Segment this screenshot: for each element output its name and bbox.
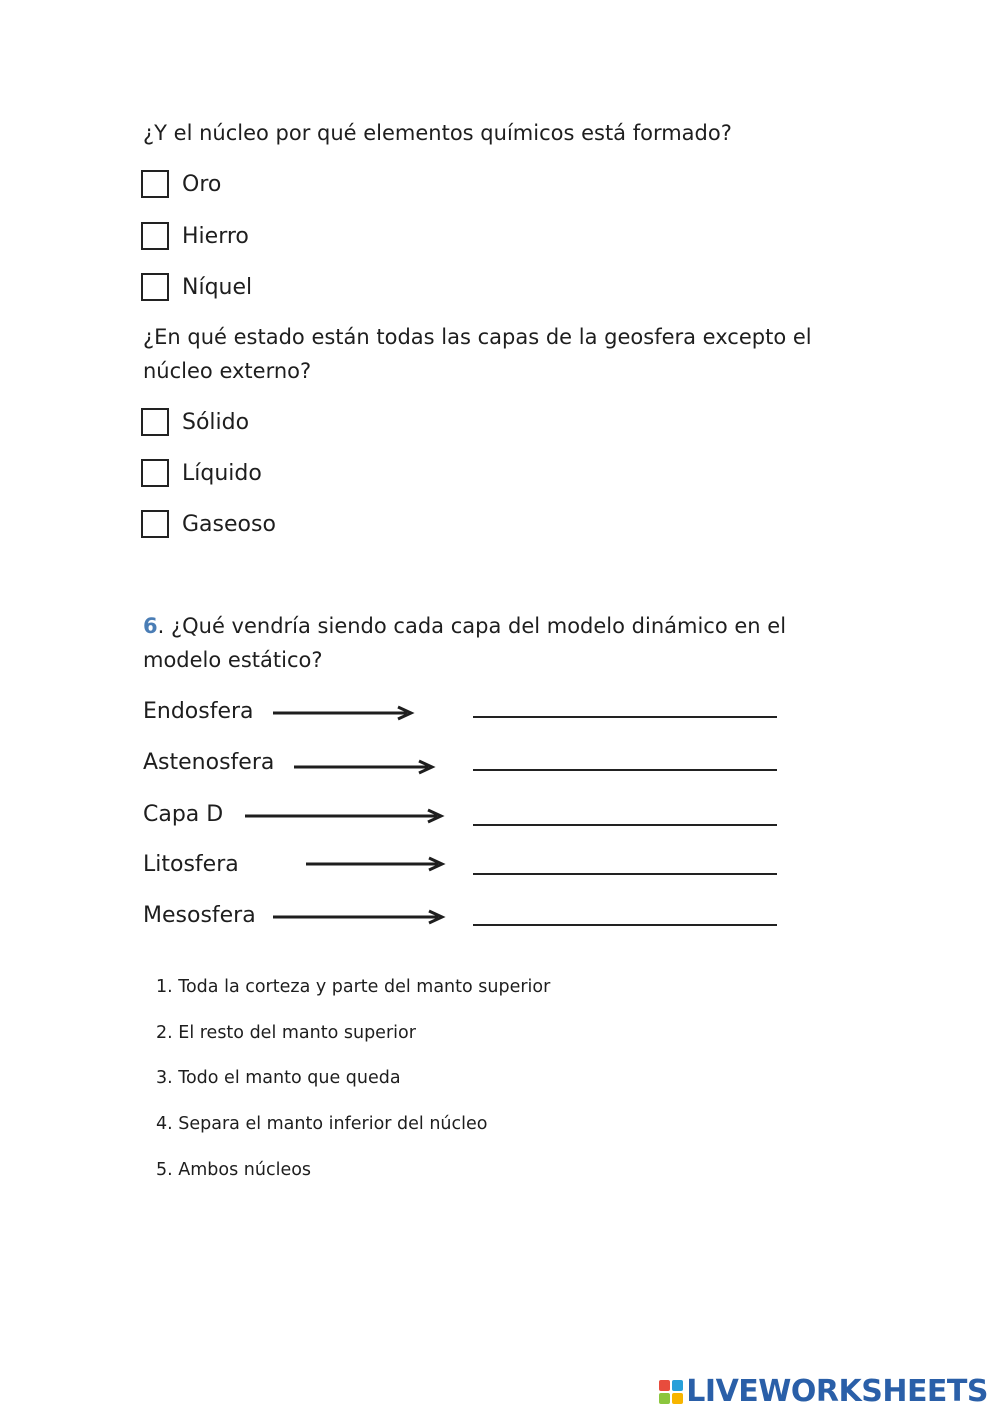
layer-label-litosfera: Litosfera (143, 852, 239, 877)
checkbox-liquido[interactable] (141, 459, 169, 487)
option-label: Gaseoso (182, 511, 276, 537)
option-label: Oro (182, 171, 222, 197)
layer-label-capa-d: Capa D (143, 802, 224, 827)
layer-label-endosfera: Endosfera (143, 699, 254, 724)
arrow-right-icon (293, 758, 438, 776)
option-oro[interactable] (141, 168, 221, 200)
option-label: Sólido (182, 409, 250, 435)
definition-item: 1. Toda la corteza y parte del manto superior (156, 977, 551, 997)
option-liquido[interactable] (141, 457, 262, 489)
question-line: ¿En qué estado están todas las capas de la geosfera excepto el (143, 325, 812, 349)
answer-line-astenosfera[interactable] (473, 769, 777, 771)
option-label: Líquido (182, 460, 262, 486)
liveworksheets-logo (659, 1374, 988, 1409)
question-6 (143, 609, 786, 677)
checkbox-hierro[interactable] (141, 222, 169, 250)
question-line: modelo estático? (143, 648, 323, 672)
definition-item: 5. Ambos núcleos (156, 1160, 312, 1180)
checkbox-gaseoso[interactable] (141, 510, 169, 538)
option-label: Hierro (182, 223, 249, 249)
answer-line-capa-d[interactable] (473, 824, 777, 826)
question-line (143, 609, 786, 643)
arrow-right-icon (272, 908, 448, 926)
option-niquel[interactable] (141, 271, 252, 303)
question-layer-state (143, 320, 812, 388)
definition-item: 3. Todo el manto que queda (156, 1068, 401, 1088)
option-hierro[interactable] (141, 220, 249, 252)
logo-grid-icon (659, 1380, 683, 1404)
layer-label-astenosfera: Astenosfera (143, 750, 275, 775)
question-text: . ¿Qué vendría siendo cada capa del modelo dinámico en el (157, 614, 787, 638)
option-label: Níquel (182, 274, 253, 300)
arrow-right-icon (272, 704, 417, 722)
arrow-right-icon (305, 855, 448, 873)
question-line: núcleo externo? (143, 359, 312, 383)
answer-line-litosfera[interactable] (473, 873, 777, 875)
logo-text: LIVEWORKSHEETS (686, 1374, 988, 1409)
checkbox-solido[interactable] (141, 408, 169, 436)
checkbox-oro[interactable] (141, 170, 169, 198)
option-gaseoso[interactable] (141, 508, 276, 540)
option-solido[interactable] (141, 406, 249, 438)
checkbox-niquel[interactable] (141, 273, 169, 301)
definition-item: 4. Separa el manto inferior del núcleo (156, 1114, 488, 1134)
question-number: 6 (143, 614, 158, 638)
answer-line-mesosfera[interactable] (473, 924, 777, 926)
arrow-right-icon (244, 807, 447, 825)
question-core-elements: ¿Y el núcleo por qué elementos químicos está formado? (143, 121, 732, 145)
answer-line-endosfera[interactable] (473, 716, 777, 718)
layer-label-mesosfera: Mesosfera (143, 903, 256, 928)
definition-item: 2. El resto del manto superior (156, 1023, 416, 1043)
